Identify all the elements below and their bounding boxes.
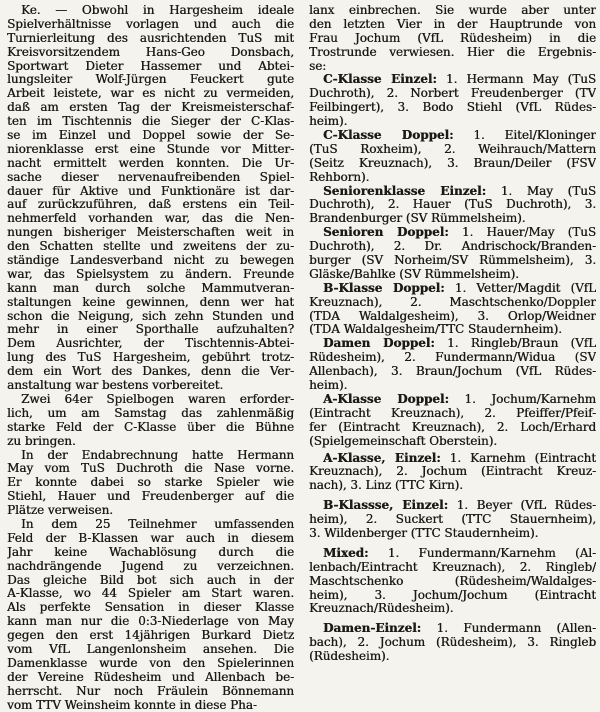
- result-category-label: Mixed:: [323, 546, 369, 560]
- text-segment: May vom TuS Duchroth die Nase vorne.: [7, 462, 294, 476]
- text-line: [309, 282, 596, 296]
- article-column-right: [309, 4, 596, 712]
- text-line: [309, 379, 596, 393]
- text-segment: Feld der B-Klassen war auch in diesem: [7, 531, 294, 545]
- text-line: [7, 407, 294, 421]
- text-line: [7, 657, 294, 671]
- text-segment: nehmerfeld vorhanden war, das die Nen-: [7, 212, 294, 226]
- results-b-klasse-doppel: [309, 282, 596, 338]
- text-line: [7, 699, 294, 712]
- text-line: [309, 87, 596, 101]
- text-line: [309, 185, 596, 199]
- text-line: [7, 32, 294, 46]
- text-line: [309, 527, 596, 541]
- text-segment: (Rüdesheim).: [309, 650, 390, 664]
- text-line: [7, 87, 294, 101]
- text-line: [7, 185, 294, 199]
- text-line: [309, 513, 596, 527]
- text-segment: auf zurückzuführen, daß erstens ein Teil-: [7, 198, 294, 212]
- text-line: [7, 643, 294, 657]
- text-line: [7, 46, 294, 60]
- text-segment: 1. Eitel/Kloninger: [453, 129, 596, 143]
- results-senioren-doppel: [309, 226, 596, 282]
- text-line: [7, 518, 294, 532]
- text-line: [7, 476, 294, 490]
- text-segment: fer (Eintracht Kreuznach), 2. Loch/Erhard: [309, 420, 596, 434]
- text-segment: heim).: [309, 115, 348, 129]
- text-line: [309, 115, 596, 129]
- text-line: [7, 226, 294, 240]
- text-segment: 1. Hermann May (TuS: [436, 73, 596, 87]
- text-segment: daß am ersten Tag der Kreismeisterschaf-: [7, 101, 294, 115]
- paragraph-spielbogen: [7, 393, 294, 449]
- text-segment: kann man durch solche Mammutveran-: [7, 281, 294, 295]
- text-line: [7, 143, 294, 157]
- text-line: [309, 589, 596, 603]
- text-segment: Stiehl, Hauer und Freudenberger auf die: [7, 490, 294, 504]
- text-line: [7, 268, 294, 282]
- text-segment: Damenklasse wurde von den Spielerinnen: [7, 656, 294, 670]
- text-segment: zu bringen.: [7, 434, 76, 448]
- text-segment: Duchroth), 2. Hauer (TuS Duchroth), 3.: [309, 198, 596, 212]
- text-segment: Feilbingert), 3. Bodo Stiehl (VfL Rüdes-: [309, 101, 596, 115]
- text-segment: heim).: [309, 379, 348, 393]
- text-segment: Als perfekte Sensation in dieser Klasse: [7, 601, 294, 615]
- text-segment: Er konnte dabei so starke Spieler wie: [7, 476, 294, 490]
- paragraph-intro: [7, 4, 294, 393]
- text-line: [7, 574, 294, 588]
- text-line: [309, 465, 596, 479]
- text-segment: 1. Karnehm (Eintracht: [440, 451, 596, 465]
- text-segment: schon die Neigung, sich zehn Stunden und: [7, 309, 294, 323]
- text-segment: (Eintracht Kreuznach), 2. Pfeiffer/Pfeif-: [309, 406, 596, 420]
- text-segment: 1. Jochum/Karnehm: [448, 392, 596, 406]
- text-line: [309, 421, 596, 435]
- text-segment: ständige Landesverband nicht zu bewegen: [7, 254, 294, 268]
- text-line: [309, 129, 596, 143]
- text-segment: dauer für Aktive und Funktionäre ist dar-: [7, 184, 294, 198]
- text-line: [309, 296, 596, 310]
- text-segment: nungen bisheriger Meisterschaften weit in: [7, 226, 294, 240]
- results-seniorenklasse-einzel: [309, 185, 596, 227]
- text-segment: dem ein Wort des Dankes, denn die Ver-: [7, 365, 294, 379]
- text-segment: Duchroth), 2. Norbert Freudenberger (TV: [309, 87, 596, 101]
- paragraph-b-klassen: [7, 518, 294, 712]
- text-line: [309, 60, 596, 74]
- text-segment: gegen den erst 14jährigen Burkard Dietz: [7, 629, 294, 643]
- text-segment: (Spielgemeinschaft Oberstein).: [309, 434, 498, 448]
- text-segment: Brandenburger (SV Rümmelsheim).: [309, 212, 526, 226]
- text-segment: Maschtschenko (Rüdesheim/Waldalges-: [309, 574, 596, 588]
- text-segment: Rüdesheim), 2. Fundermann/Widua (SV: [309, 351, 596, 365]
- text-segment: mehr in einer Sporthalle aufzuhalten?: [7, 323, 294, 337]
- text-line: [309, 73, 596, 87]
- text-line: [7, 296, 294, 310]
- text-segment: burger (SV Norheim/SV Rümmelsheim), 3.: [309, 254, 596, 268]
- text-line: [7, 129, 294, 143]
- text-segment: bach), 2. Jochum (Rüdesheim), 3. Ringleb: [309, 636, 596, 650]
- text-segment: 1. May (TuS: [486, 184, 596, 198]
- result-category-label: Damen Doppel:: [323, 337, 435, 351]
- text-line: [309, 337, 596, 351]
- text-segment: Ke. — Obwohl in Hargesheim ideale: [21, 4, 294, 17]
- text-segment: (TDA Waldalgesheim), 3. Orlop/Weidner: [309, 309, 596, 323]
- text-line: [7, 504, 294, 518]
- text-segment: 1. Hauer/May (TuS: [448, 226, 596, 240]
- paragraph-endabrechnung: [7, 449, 294, 518]
- text-segment: 1. Fundermann/Karnehm (Al-: [368, 546, 596, 560]
- text-line: [7, 73, 294, 87]
- text-segment: Das gleiche Bild bot sich auch in der: [7, 573, 294, 587]
- text-segment: herrscht. Nur noch Fräulein Bönnemann: [7, 684, 294, 698]
- text-line: [7, 671, 294, 685]
- text-line: [309, 4, 596, 18]
- result-category-label: B-Klasse Doppel:: [323, 281, 445, 295]
- text-segment: vom VfL Langenlonsheim ansehen. Die: [7, 642, 294, 656]
- text-line: [7, 198, 294, 212]
- text-line: [309, 622, 596, 636]
- text-line: [309, 268, 596, 282]
- text-segment: lung des TuS Hargesheim, gebührt trotz-: [7, 351, 294, 365]
- text-line: [309, 575, 596, 589]
- text-line: [7, 351, 294, 365]
- text-line: [7, 532, 294, 546]
- text-line: [309, 32, 596, 46]
- result-category-label: Senioren Doppel:: [323, 226, 449, 240]
- text-segment: 3. Wildenberger (TTC Staudernheim).: [309, 526, 539, 540]
- result-category-label: C-Klasse Doppel:: [323, 129, 454, 143]
- text-segment: In dem 25 Teilnehmer umfassenden: [21, 517, 294, 531]
- text-line: [309, 157, 596, 171]
- text-line: [7, 587, 294, 601]
- results-mixed: [309, 547, 596, 616]
- text-line: [309, 240, 596, 254]
- text-segment: (Seitz Kreuznach), 3. Braun/Deiler (FSV: [309, 156, 596, 170]
- text-segment: lungsleiter Wolf-Jürgen Feuckert gute: [7, 73, 294, 87]
- text-line: [7, 560, 294, 574]
- text-segment: staltungen keine gewinnen, denn wer hat: [7, 295, 294, 309]
- text-line: [7, 212, 294, 226]
- text-line: [7, 282, 294, 296]
- text-line: [7, 254, 294, 268]
- text-segment: sache dieser nervenaufreibenden Spiel-: [7, 170, 294, 184]
- result-category-label: A-Klasse, Einzel:: [323, 451, 441, 465]
- text-segment: Kreuznach), 2. Maschtschenko/Doppler: [309, 295, 596, 309]
- text-line: [7, 323, 294, 337]
- text-line: [309, 561, 596, 575]
- text-line: [309, 407, 596, 421]
- text-line: [7, 629, 294, 643]
- text-line: [7, 115, 294, 129]
- text-line: [309, 499, 596, 513]
- text-line: [309, 171, 596, 185]
- text-segment: der Vereine Rüdesheim und Allenbach be-: [7, 670, 294, 684]
- text-line: [7, 490, 294, 504]
- text-segment: vom TTV Weinsheim konnte in diese Pha-: [7, 698, 257, 712]
- text-segment: heim), 2. Suckert (TTC Stauernheim),: [309, 513, 596, 527]
- results-c-klasse-doppel: [309, 129, 596, 185]
- text-line: [309, 46, 596, 60]
- text-segment: nach), 3. Linz (TTC Kirn).: [309, 479, 463, 493]
- text-line: [7, 310, 294, 324]
- text-segment: Turnierleitung des ausrichtenden TuS mit: [7, 31, 294, 45]
- text-segment: Allenbach), 3. Braun/Jochum (VfL Rüdes-: [309, 365, 596, 379]
- text-segment: 1. Ringleb/Braun (VfL: [434, 337, 596, 351]
- text-segment: Rehborn).: [309, 170, 370, 184]
- text-line: [7, 601, 294, 615]
- text-line: [309, 636, 596, 650]
- text-segment: den Schatten stellte und zweitens der zu-: [7, 240, 294, 254]
- text-line: [7, 462, 294, 476]
- text-segment: se im Einzel und Doppel sowie der Se-: [7, 129, 294, 143]
- text-line: [309, 547, 596, 561]
- text-segment: 1. Vetter/Magdit (VfL: [444, 281, 596, 295]
- text-line: [7, 171, 294, 185]
- text-segment: nachdrängende Jugend zu verzeichnen.: [7, 559, 294, 573]
- text-line: [7, 421, 294, 435]
- text-line: [7, 615, 294, 629]
- text-segment: se:: [309, 59, 327, 73]
- text-segment: lenbach/Eintracht Kreuznach), 2. Ringleb/: [309, 560, 596, 574]
- text-line: [309, 101, 596, 115]
- text-segment: war, das Spielsystem zu ändern. Freunde: [7, 267, 294, 281]
- text-line: [309, 226, 596, 240]
- text-line: [309, 143, 596, 157]
- text-line: [309, 435, 596, 449]
- text-segment: den letzten Vier in der Hauptrunde von: [309, 17, 596, 31]
- results-damen-doppel: [309, 337, 596, 393]
- text-line: [309, 254, 596, 268]
- text-line: [7, 449, 294, 463]
- text-segment: 1. Beyer (VfL Rüdes-: [448, 499, 596, 513]
- text-segment: lich, um am Samstag das zahlenmäßig: [7, 406, 294, 420]
- text-segment: kann man nur die 0:3-Niederlage von May: [7, 615, 294, 629]
- text-line: [309, 310, 596, 324]
- text-segment: niorenklasse erst eine Stunde vor Mitter-: [7, 142, 294, 156]
- text-segment: Dem Ausrichter, der Tischtennis-Abtei-: [7, 337, 294, 351]
- text-segment: Plätze verweisen.: [7, 504, 113, 518]
- text-segment: Spielverhältnisse vorlagen und auch die: [7, 17, 294, 31]
- text-line: [7, 393, 294, 407]
- text-segment: nacht ermittelt werden konnten. Die Ur-: [7, 156, 294, 170]
- text-segment: (TDA Waldalgesheim/TTC Staudernheim).: [309, 323, 562, 337]
- text-line: [309, 393, 596, 407]
- text-segment: 1. Fundermann (Allen-: [421, 622, 596, 636]
- result-category-label: Seniorenklasse Einzel:: [323, 184, 487, 198]
- text-segment: Duchroth), 2. Dr. Andrischock/Branden-: [309, 240, 596, 254]
- text-line: [7, 60, 294, 74]
- result-category-label: A-Klasse Doppel:: [323, 392, 449, 406]
- text-line: [309, 650, 596, 664]
- text-segment: ten im Tischtennis die Sieger der C-Klas-: [7, 115, 294, 129]
- text-segment: Gläske/Bahlke (SV Rümmelsheim).: [309, 267, 519, 281]
- result-category-label: C-Klasse Einzel:: [323, 73, 437, 87]
- text-line: [7, 101, 294, 115]
- text-line: [7, 435, 294, 449]
- result-category-label: B-Klassse, Einzel:: [323, 499, 449, 513]
- text-segment: anstaltung war bestens vorbereitet.: [7, 379, 224, 393]
- text-line: [309, 198, 596, 212]
- text-line: [7, 4, 294, 18]
- text-segment: In der Endabrechnung hatte Hermann: [21, 448, 294, 462]
- text-line: [309, 323, 596, 337]
- text-line: [7, 379, 294, 393]
- text-line: [7, 365, 294, 379]
- text-line: [7, 157, 294, 171]
- text-line: [309, 365, 596, 379]
- text-segment: starke Feld der C-Klasse über die Bühne: [7, 420, 294, 434]
- text-line: [7, 337, 294, 351]
- text-segment: Trostrunde verwiesen. Hier die Ergebnis-: [309, 45, 596, 59]
- results-a-klasse-doppel: [309, 393, 596, 449]
- text-line: [7, 546, 294, 560]
- text-line: [309, 351, 596, 365]
- text-segment: heim), 3. Jochum/Jochum (Eintracht: [309, 588, 596, 602]
- text-segment: Jahr keine Wachablösung durch die: [7, 545, 294, 559]
- text-line: [309, 18, 596, 32]
- text-segment: Kreuznach/Rüdesheim).: [309, 602, 454, 616]
- text-segment: Frau Jochum (VfL Rüdesheim) in die: [309, 31, 596, 45]
- results-a-klasse-einzel: [309, 452, 596, 494]
- text-segment: A-Klasse, wo 44 Spieler am Start waren.: [7, 587, 294, 601]
- text-segment: Zwei 64er Spielbogen waren erforder-: [21, 392, 294, 406]
- text-segment: Arbeit leistete, war es nicht zu vermeiden,: [7, 87, 294, 101]
- text-segment: Kreuznach), 2. Jochum (Eintracht Kreuz-: [309, 465, 596, 479]
- results-c-klasse-einzel: [309, 73, 596, 129]
- text-segment: lanx einbrechen. Sie wurde aber unter: [309, 4, 596, 17]
- results-damen-einzel: [309, 622, 596, 664]
- text-line: [7, 685, 294, 699]
- result-category-label: Damen-Einzel:: [323, 622, 422, 636]
- text-line: [7, 240, 294, 254]
- paragraph-continuation: [309, 4, 596, 73]
- article-column-left: [7, 4, 294, 712]
- text-segment: Sportwart Dieter Hassemer und Abtei-: [7, 59, 294, 73]
- text-line: [309, 602, 596, 616]
- text-line: [309, 479, 596, 493]
- text-line: [309, 452, 596, 466]
- text-segment: (TuS Roxheim), 2. Weihrauch/Mattern: [309, 142, 596, 156]
- results-b-klasse-einzel: [309, 499, 596, 541]
- text-segment: Kreisvorsitzendem Hans-Geo Donsbach,: [7, 45, 294, 59]
- text-line: [309, 212, 596, 226]
- text-line: [7, 18, 294, 32]
